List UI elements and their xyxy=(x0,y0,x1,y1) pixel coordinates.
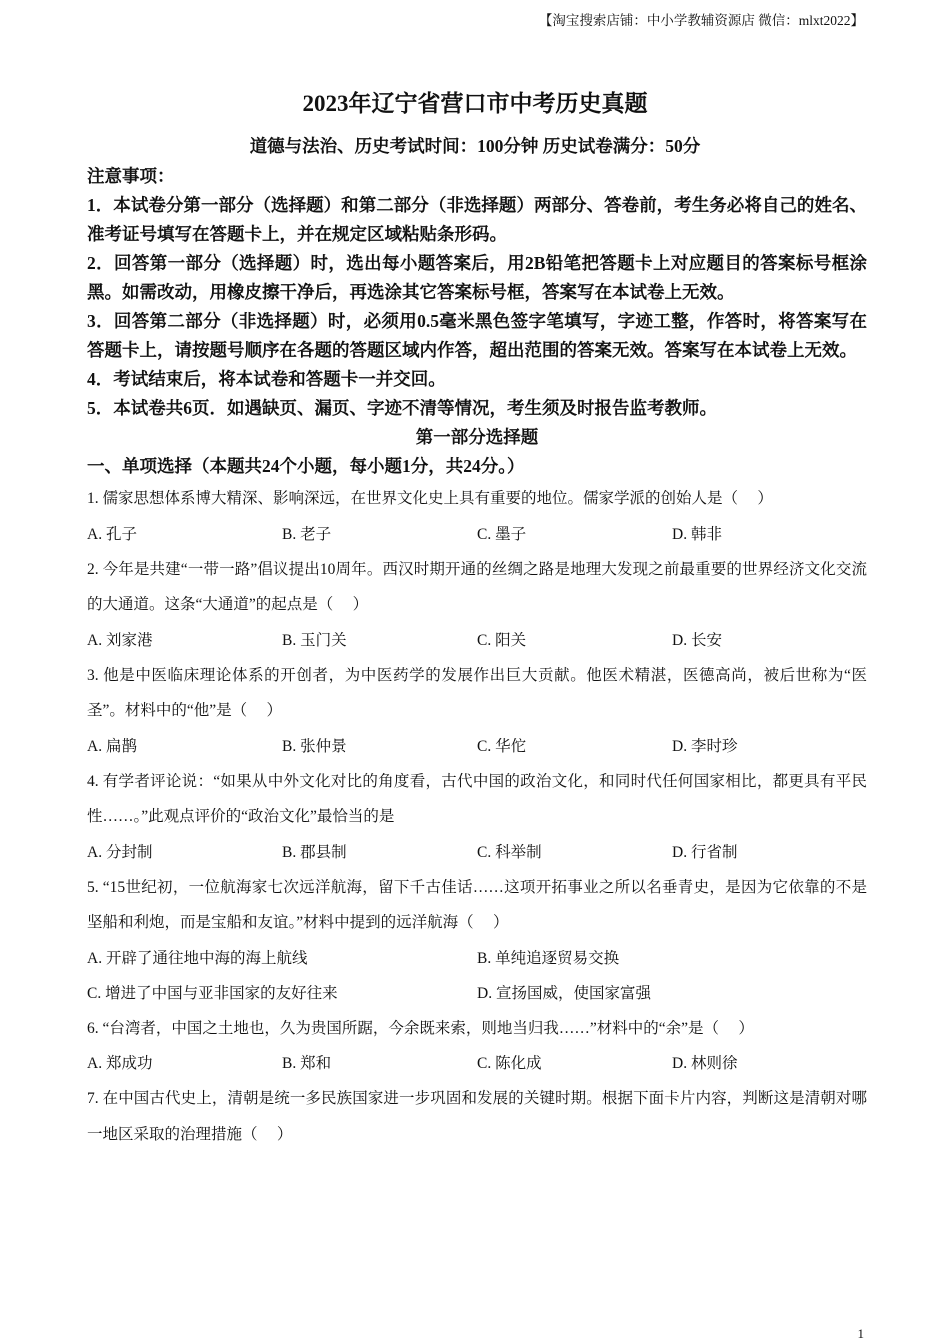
option-b: B. 老子 xyxy=(282,525,332,543)
header-note: 【淘宝搜索店铺：中小学教辅资源店 微信：mlxt2022】 xyxy=(538,13,864,28)
option-a: A. 开辟了通往地中海的海上航线 xyxy=(87,949,308,967)
page-number: 1 xyxy=(857,1326,864,1341)
question-stem: 2. 今年是共建“一带一路”倡议提出10周年。西汉时期开通的丝绸之路是地理大发现之前最重要的世界经济文化交流的大通道。这条“大通道”的起点是（ ） xyxy=(87,560,867,613)
question-stem: 1. 儒家思想体系博大精深、影响深远，在世界文化史上具有重要的地位。儒家学派的创始人是（ ） xyxy=(87,490,773,507)
options-row xyxy=(87,835,867,870)
option-a: A. 分封制 xyxy=(87,843,153,861)
notice-item: 2．回答第一部分（选择题）时，选出每小题答案后，用2B铅笔把答题卡上对应题目的答案标号框涂黑。如需改动，用橡皮擦干净后，再选涂其它答案标号框，答案写在本试卷上无效。 xyxy=(87,253,867,302)
options-row xyxy=(87,517,867,552)
option-c: C. 陈化成 xyxy=(477,1055,542,1072)
notice-item: 4．考试结束后，将本试卷和答题卡一并交回。 xyxy=(87,369,446,389)
option-d: D. 林则徐 xyxy=(672,1055,738,1072)
option-d: D. 韩非 xyxy=(672,525,722,543)
option-d: D. 行省制 xyxy=(672,843,738,861)
option-c: C. 科举制 xyxy=(477,843,542,861)
options-row xyxy=(87,941,867,976)
exam-body xyxy=(87,162,867,1152)
option-c: C. 墨子 xyxy=(477,525,527,543)
question-stem: 5. “15世纪初，一位航海家七次远洋航海，留下千古佳话……这项开拓事业之所以名垂青史，是因为它依靠的不是坚船和利炮，而是宝船和友谊。”材料中提到的远洋航海（ ） xyxy=(87,878,867,931)
notice-heading: 注意事项： xyxy=(87,166,175,186)
option-b: B. 单纯追逐贸易交换 xyxy=(477,949,620,967)
question-stem: 3. 他是中医临床理论体系的开创者，为中医药学的发展作出巨大贡献。他医术精湛，医德高尚，被后世称为“医圣”。材料中的“他”是（ ） xyxy=(87,666,867,719)
option-b: B. 张仲景 xyxy=(282,737,347,755)
notice-item: 3．回答第二部分（非选择题）时，必须用0.5毫米黑色签字笔填写，字迹工整，作答时，将答案写在答题卡上，请按题号顺序在各题的答题区域内作答，超出范围的答案无效。答案写在本试卷上无效。 xyxy=(87,311,867,360)
option-a: A. 郑成功 xyxy=(87,1055,153,1072)
options-row xyxy=(87,729,867,764)
option-d: D. 宣扬国威，使国家富强 xyxy=(477,984,651,1002)
option-b: B. 郡县制 xyxy=(282,843,347,861)
exam-info-subtitle: 道德与法治、历史考试时间：100分钟 历史试卷满分：50分 xyxy=(249,136,701,156)
option-c: C. 华佗 xyxy=(477,737,527,755)
notice-item: 5．本试卷共6页．如遇缺页、漏页、字迹不清等情况，考生须及时报告监考教师。 xyxy=(87,398,717,418)
option-c: C. 阳关 xyxy=(477,631,527,649)
options-row xyxy=(87,976,867,1011)
option-d: D. 长安 xyxy=(672,631,722,649)
option-c: C. 增进了中国与亚非国家的友好往来 xyxy=(87,984,338,1002)
option-a: A. 刘家港 xyxy=(87,631,153,649)
options-row xyxy=(87,1046,867,1081)
option-a: A. 孔子 xyxy=(87,525,137,543)
notice-item: 1．本试卷分第一部分（选择题）和第二部分（非选择题）两部分、答卷前，考生务必将自己的姓名、准考证号填写在答题卡上，并在规定区域粘贴条形码。 xyxy=(87,195,867,244)
question-stem: 4. 有学者评论说：“如果从中外文化对比的角度看，古代中国的政治文化，和同时代任何国家相比，都更具有平民性……。”此观点评价的“政治文化”最恰当的是 xyxy=(87,772,867,825)
part-title: 第一部分选择题 xyxy=(415,427,539,447)
option-b: B. 玉门关 xyxy=(282,631,347,649)
options-row xyxy=(87,623,867,658)
question-stem: 6. “台湾者，中国之土地也，久为贵国所踞，今余既来索，则地当归我……”材料中的“余”是（ ） xyxy=(87,1019,754,1037)
page-title: 2023年辽宁省营口市中考历史真题 xyxy=(302,91,648,116)
option-d: D. 李时珍 xyxy=(672,737,738,755)
option-a: A. 扁鹊 xyxy=(87,737,137,755)
question-stem: 7. 在中国古代史上，清朝是统一多民族国家进一步巩固和发展的关键时期。根据下面卡片内容，判断这是清朝对哪一地区采取的治理措施（ ） xyxy=(87,1090,867,1143)
group-title: 一、单项选择（本题共24个小题，每小题1分，共24分。） xyxy=(87,456,525,476)
option-b: B. 郑和 xyxy=(282,1055,332,1072)
